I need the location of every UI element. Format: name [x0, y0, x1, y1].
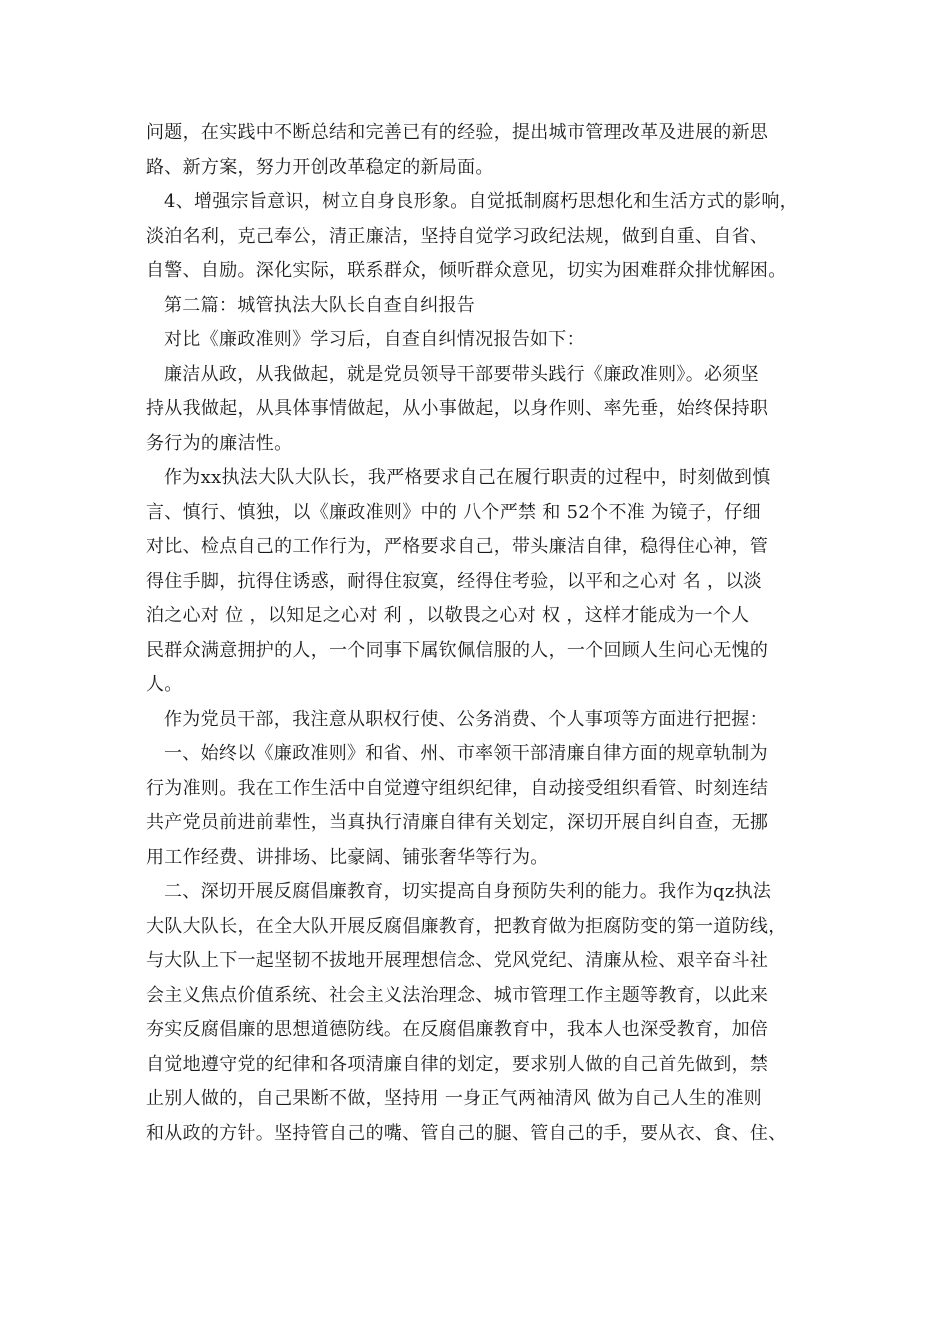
text-line: 言、慎行、慎独，以《廉政准则》中的 八个严禁 和 52个不准 为镜子，仔细 [146, 501, 761, 523]
text-line: 大队大队长，在全大队开展反腐倡廉教育，把教育做为拒腐防变的第一道防线， [146, 915, 787, 937]
text-line: 自警、自励。深化实际，联系群众，倾听群众意见，切实为困难群众排忧解困。 [146, 260, 787, 281]
text-line: 二、深切开展反腐倡廉教育，切实提高自身预防失利的能力。我作为qz执法 [164, 881, 772, 902]
text-line: 人。 [146, 674, 183, 695]
text-line: 泊之心对 位 ，以知足之心对 利 ，以敬畏之心对 权 ，这样才能成为一个人 [146, 605, 750, 626]
text-line: 用工作经费、讲排场、比豪阔、铺张奢华等行为。 [146, 846, 549, 868]
text-line: 会主义焦点价值系统、社会主义法治理念、城市管理工作主题等教育，以此来 [146, 984, 769, 1006]
text-line: 一、始终以《廉政准则》和省、州、市率领干部清廉自律方面的规章轨制为 [164, 743, 768, 764]
text-line: 第二篇：城管执法大队长自查自纠报告 [164, 294, 476, 316]
document-body [146, 116, 826, 1151]
text-line: 民群众满意拥护的人，一个同事下属钦佩信服的人，一个回顾人生问心无愧的 [146, 639, 769, 661]
text-line: 夯实反腐倡廉的思想道德防线。在反腐倡廉教育中，我本人也深受教育，加倍 [146, 1019, 769, 1040]
text-line: 止别人做的，自己果断不做，坚持用 一身正气两袖清风 做为自己人生的准则 [146, 1088, 762, 1109]
text-line: 作为xx执法大队大队长，我严格要求自己在履行职责的过程中，时刻做到慎 [164, 467, 771, 488]
text-line: 作为党员干部，我注意从职权行使、公务消费、个人事项等方面进行把握： [164, 708, 768, 730]
text-line: 路、新方案，努力开创改革稳定的新局面。 [146, 156, 494, 178]
text-line: 和从政的方针。坚持管自己的嘴、管自己的腿、管自己的手，要从衣、食、住、 [146, 1122, 787, 1144]
text-line: 与大队上下一起坚韧不拔地开展理想信念、党风党纪、清廉从检、艰辛奋斗社 [146, 950, 769, 971]
text-line: 问题，在实践中不断总结和完善已有的经验，提出城市管理改革及进展的新思 [146, 122, 769, 143]
text-line: 得住手脚，抗得住诱惑，耐得住寂寞，经得住考验，以平和之心对 名 ，以淡 [146, 570, 762, 592]
text-line: 对比《廉政准则》学习后，自查自纠情况报告如下： [164, 329, 585, 350]
text-line: 持从我做起，从具体事情做起，从小事做起，以身作则、率先垂，始终保持职 [146, 398, 769, 419]
text-line: 共产党员前进前辈性，当真执行清廉自律有关划定，深切开展自纠自查，无挪 [146, 812, 769, 833]
text-line: 行为准则。我在工作生活中自觉遵守组织纪律，自动接受组织看管、时刻连结 [146, 777, 769, 799]
text-line: 淡泊名利，克己奉公，清正廉洁，坚持自觉学习政纪法规，做到自重、自省、 [146, 225, 769, 247]
text-line: 廉洁从政，从我做起，就是党员领导干部要带头践行《廉政准则》。必须坚 [164, 363, 759, 385]
text-line: 4、增强宗旨意识，树立自身良形象。自觉抵制腐朽思想化和生活方式的影响， [164, 191, 798, 212]
text-line: 务行为的廉洁性。 [146, 432, 293, 454]
text-line: 自觉地遵守党的纪律和各项清廉自律的划定，要求别人做的自己首先做到，禁 [146, 1053, 769, 1075]
text-line: 对比、检点自己的工作行为，严格要求自己，带头廉洁自律，稳得住心神，管 [146, 536, 769, 557]
